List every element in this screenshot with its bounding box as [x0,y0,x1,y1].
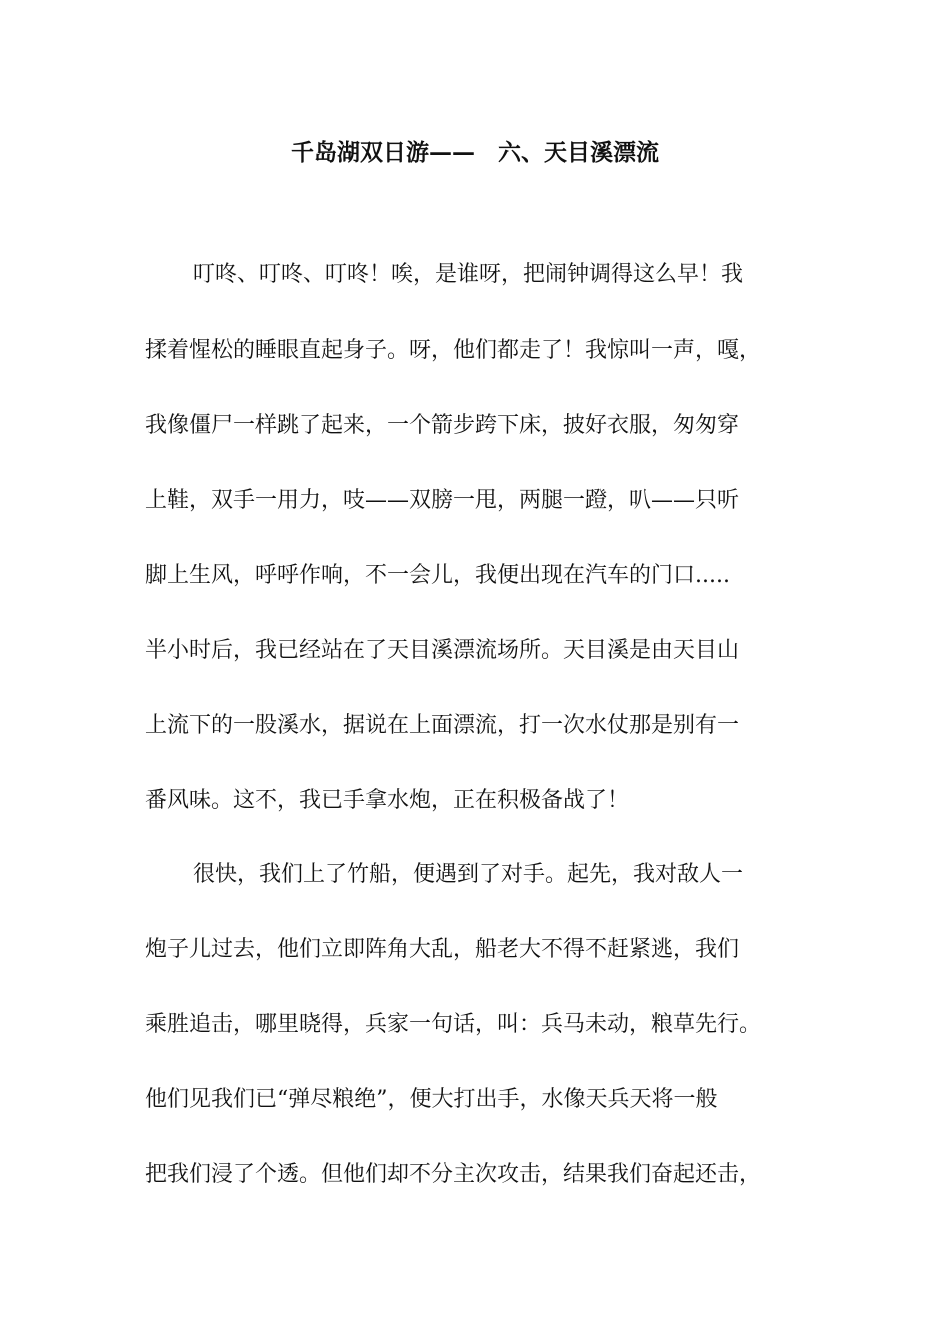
paragraph-line: 叮咚、叮咚、叮咚！唉，是谁呀，把闹钟调得这么早！我 [193,262,744,287]
paragraph-line: 半小时后，我已经站在了天目溪漂流场所。天目溪是由天目山 [145,638,740,663]
paragraph-line: 揉着惺松的睡眼直起身子。呀，他们都走了！我惊叫一声，嘎， [145,338,762,363]
paragraph-line: 番风味。这不，我已手拿水炮，正在积极备战了！ [145,788,630,813]
paragraph-line: 上鞋，双手一用力，吱——双膀一甩，两腿一蹬，叭——只听 [145,488,740,513]
paragraph-line: 很快，我们上了竹船，便遇到了对手。起先，我对敌人一 [193,862,744,887]
paragraph-line: 上流下的一股溪水，据说在上面漂流，打一次水仗那是别有一 [145,713,740,738]
paragraph-line: 乘胜追击，哪里晓得，兵家一句话，叫：兵马未动，粮草先行。 [145,1012,762,1037]
paragraph-line: 把我们浸了个透。但他们却不分主次攻击，结果我们奋起还击， [145,1162,762,1187]
document-title: 千岛湖双日游—— 六、天目溪漂流 [291,139,659,166]
paragraph-line: 脚上生风，呼呼作响，不一会儿，我便出现在汽车的门口..... [145,563,730,588]
paragraph-line: 我像僵尸一样跳了起来，一个箭步跨下床，披好衣服，匆匆穿 [145,413,740,438]
paragraph-line: 炮子儿过去，他们立即阵角大乱，船老大不得不赶紧逃，我们 [145,937,740,962]
paragraph-line: 他们见我们已“弹尽粮绝”，便大打出手，水像天兵天将一般 [145,1087,718,1112]
